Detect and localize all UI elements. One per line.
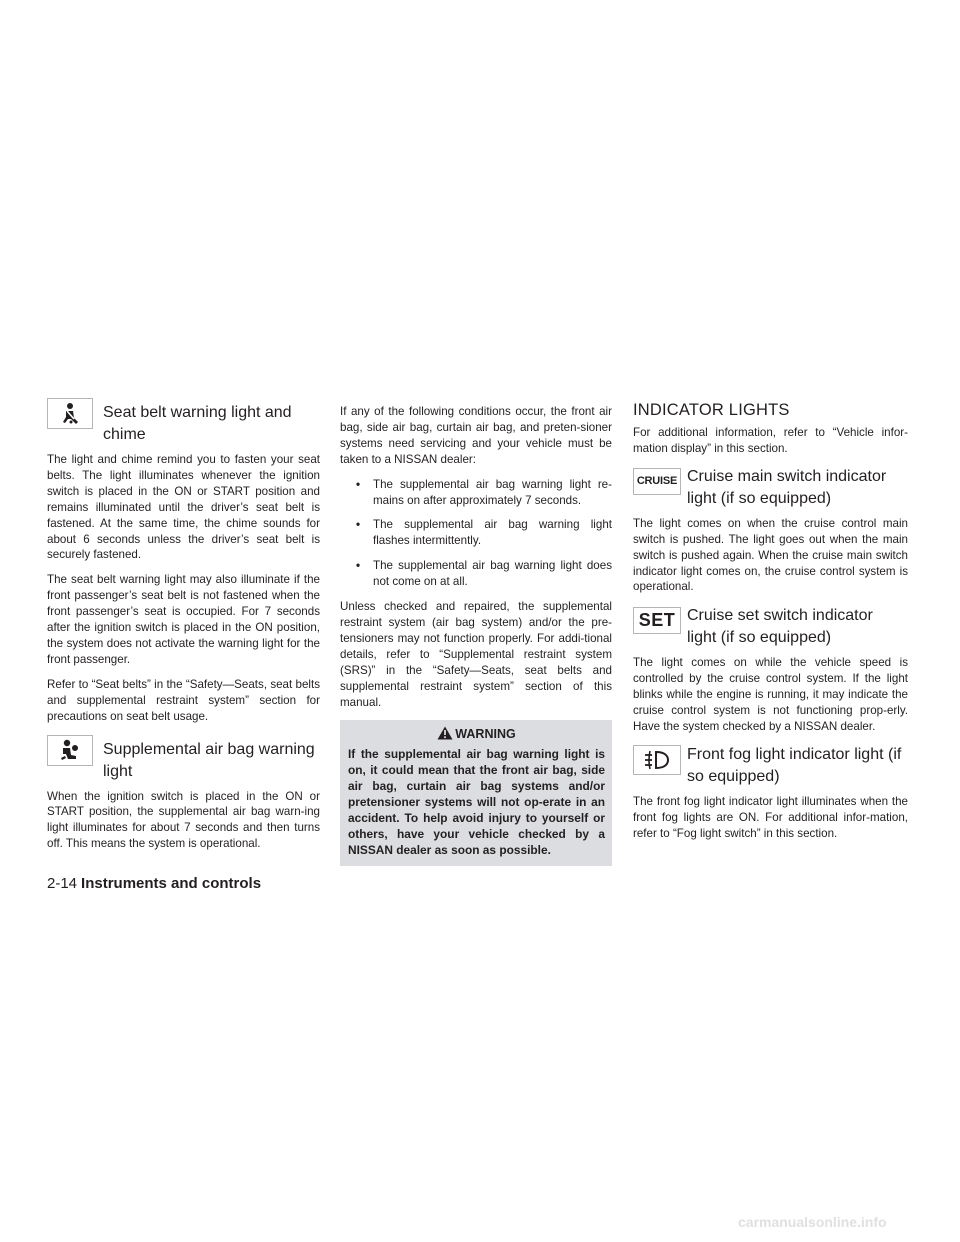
airbag-paragraph-1: When the ignition switch is placed in the ON or START position, the supplemental air bag warn-ing light illuminates for about 7 seconds and then turns off. This means the system is operational.	[47, 789, 320, 851]
cruise-main-title-line2: light (if so equipped)	[687, 489, 832, 507]
list-item-text: The supplemental air bag warning light flashes intermittently.	[373, 518, 612, 548]
airbag-conditions-list	[340, 477, 612, 590]
airbag-title-line2: light	[103, 762, 133, 780]
column-left	[47, 398, 320, 861]
seat-belt-paragraph-1: The light and chime remind you to fasten your seat belts. The light illuminates whenever the ignition switch is placed in the ON or START position and remains illuminated until the driver’s seat belt is fastened. At the same time, the chime sounds for about 6 seconds unless the driver’s seat belt is securely fastened.	[47, 453, 320, 562]
list-item	[340, 477, 612, 509]
warning-box	[340, 720, 612, 865]
list-item-text: The supplemental air bag warning light does not come on at all.	[373, 559, 612, 589]
cruise-set-paragraph: The light comes on while the vehicle speed is controlled by the cruise control system. If the light blinks while the engine is running, it may indicate the cruise control system is not functioning prop-erly. Have the system checked by a NISSAN dealer.	[633, 656, 908, 733]
airbag-heading	[47, 735, 320, 783]
fog-title-line1: Front fog light indicator light (if	[687, 745, 902, 763]
fog-icon-box	[633, 745, 681, 775]
fog-heading	[633, 744, 908, 788]
column-right	[633, 396, 908, 851]
airbag-title	[93, 735, 315, 783]
seat-belt-title-line1: Seat belt warning light and	[103, 404, 292, 421]
page-number: 2-14	[47, 875, 78, 892]
cruise-icon-box	[633, 468, 681, 495]
list-item	[340, 558, 612, 590]
cruise-set-heading	[633, 605, 908, 649]
fog-title	[681, 744, 901, 788]
footer-section-name: Instruments and controls	[81, 875, 262, 892]
airbag-icon	[58, 738, 82, 762]
seat-belt-title-line2: chime	[103, 426, 146, 443]
warning-heading	[348, 724, 605, 744]
bullet-icon: •	[356, 559, 361, 573]
cruise-set-title	[681, 605, 873, 649]
fog-title-line2: so equipped)	[687, 767, 780, 785]
seat-belt-heading	[47, 398, 320, 446]
fog-light-icon	[641, 749, 673, 771]
fog-paragraph: The front fog light indicator light illuminates when the front fog lights are ON. For additional infor-mation, refer to “Fog light switch” in this section.	[633, 794, 908, 840]
cruise-icon: CRUISE	[636, 475, 678, 488]
srs-paragraph: Unless checked and repaired, the supplemental restraint system (air bag system) and/or the pre-tensioners may not function properly. For addi-tional details, refer to “Supplemental restraint system (SRS)” in the “Safety—Seats, seat belts and supplemental restraint system” section of this manual.	[340, 600, 612, 709]
indicator-intro: For additional information, refer to “Vehicle infor-mation display” in this section.	[633, 426, 908, 455]
column-middle	[340, 404, 612, 866]
cruise-main-title-line1: Cruise main switch indicator	[687, 467, 887, 485]
airbag-conditions-intro: If any of the following conditions occur, the front air bag, side air bag, curtain air bag, and preten-sioner systems need servicing and your vehicle must be taken to a NISSAN dealer:	[340, 405, 612, 466]
warning-triangle-icon	[437, 726, 453, 740]
cruise-set-title-line2: light (if so equipped)	[687, 629, 832, 647]
warning-label: WARNING	[455, 727, 516, 742]
seat-belt-icon-box	[47, 398, 93, 429]
section-title: INDICATOR LIGHTS	[633, 401, 790, 419]
cruise-main-title	[681, 466, 886, 510]
set-icon: SET	[638, 610, 676, 631]
watermark: carmanualsonline.info	[738, 1214, 887, 1230]
cruise-main-heading	[633, 466, 908, 510]
cruise-main-paragraph: The light comes on when the cruise control main switch is pushed. The light goes out when the main switch is pushed again. When the cruise main switch indicator light comes on, the cruise control system is operational.	[633, 516, 908, 594]
list-item	[340, 517, 612, 549]
cruise-set-title-line1: Cruise set switch indicator	[687, 607, 873, 625]
bullet-icon: •	[356, 518, 361, 532]
seat-belt-paragraph-3: Refer to “Seat belts” in the “Safety—Seats, seat belts and supplemental restraint system” section for precautions on seat belt usage.	[47, 677, 320, 723]
seat-belt-icon	[59, 402, 81, 426]
page-footer	[47, 875, 261, 892]
airbag-icon-box	[47, 735, 93, 766]
warning-text: If the supplemental air bag warning light is on, it could mean that the front air bag, side air bag, curtain air bag systems and/or pretensioner systems will not op-erate in an accident. To help avoid injury to yourself or others, have your vehicle checked by a NISSAN dealer as soon as possible.	[348, 747, 605, 857]
set-icon-box	[633, 607, 681, 634]
seat-belt-paragraph-2: The seat belt warning light may also illuminate if the front passenger’s seat belt is not fastened when the front passenger’s seat is occupied. For 7 seconds after the ignition switch is placed in the ON position, the system does not activate the warning light for the front passenger.	[47, 573, 320, 666]
seat-belt-title	[93, 398, 292, 446]
airbag-title-line1: Supplemental air bag warning	[103, 740, 315, 758]
bullet-icon: •	[356, 477, 361, 491]
list-item-text: The supplemental air bag warning light re-mains on after approximately 7 seconds.	[373, 477, 612, 507]
